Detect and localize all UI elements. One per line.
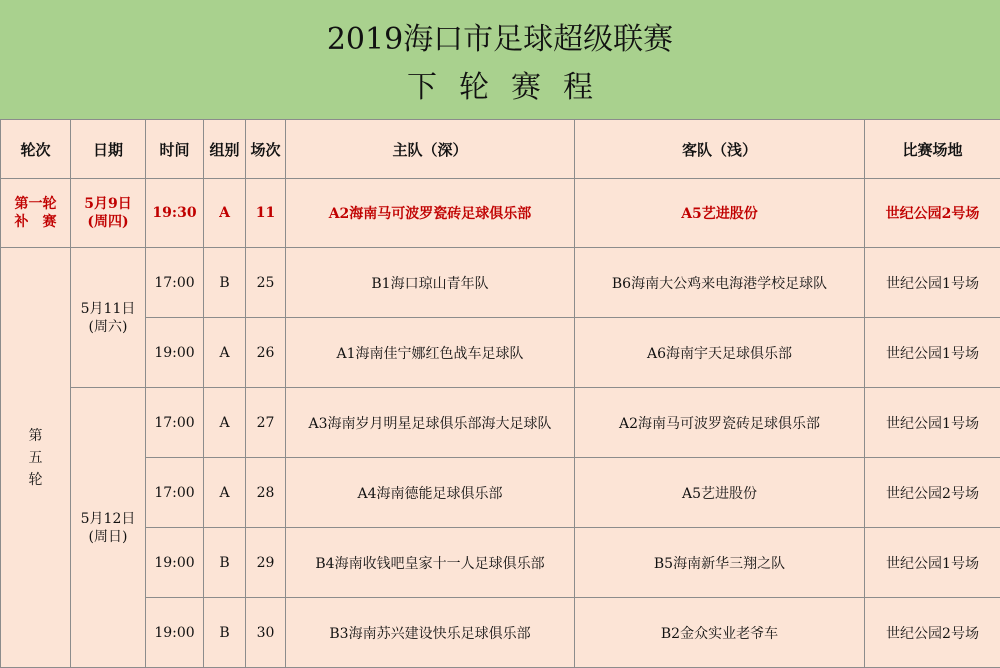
match-group: B	[204, 528, 246, 598]
replay-weekday: (周四)	[71, 213, 145, 231]
table-row	[1, 598, 1000, 668]
match-group: A	[204, 388, 246, 458]
home-team: B4海南收钱吧皇家十一人足球俱乐部	[286, 528, 575, 598]
replay-round-line1: 第一轮	[1, 195, 70, 213]
replay-home-team: A2海南马可波罗瓷砖足球俱乐部	[286, 179, 575, 248]
venue: 世纪公园1号场	[865, 318, 1000, 388]
match-group: B	[204, 598, 246, 668]
match-no: 26	[246, 318, 286, 388]
match-time: 17:00	[146, 248, 204, 318]
match-time: 19:00	[146, 598, 204, 668]
away-team: B6海南大公鸡来电海港学校足球队	[575, 248, 865, 318]
header-venue: 比赛场地	[865, 120, 1000, 179]
home-team: A3海南岁月明星足球俱乐部海大足球队	[286, 388, 575, 458]
replay-match-no: 11	[246, 179, 286, 248]
match-time: 17:00	[146, 388, 204, 458]
replay-date: 5月9日	[71, 195, 145, 213]
venue: 世纪公园1号场	[865, 388, 1000, 458]
header-group: 组别	[204, 120, 246, 179]
round5-label-1: 第	[1, 425, 70, 447]
header-round: 轮次	[1, 120, 71, 179]
title-band	[0, 0, 1000, 120]
header-date: 日期	[71, 120, 146, 179]
replay-away-team: A5艺进股份	[575, 179, 865, 248]
away-team: B2金众实业老爷车	[575, 598, 865, 668]
replay-round-line2: 补 赛	[1, 213, 70, 231]
league-title: 2019海口市足球超级联赛	[0, 14, 1000, 58]
round5-label-2: 五	[1, 447, 70, 469]
day2-date: 5月12日	[71, 510, 145, 528]
match-no: 28	[246, 458, 286, 528]
match-no: 25	[246, 248, 286, 318]
match-no: 29	[246, 528, 286, 598]
match-time: 17:00	[146, 458, 204, 528]
venue: 世纪公园1号场	[865, 248, 1000, 318]
match-group: A	[204, 458, 246, 528]
table-row	[1, 248, 1000, 318]
match-group: B	[204, 248, 246, 318]
replay-row	[1, 179, 1000, 248]
day1-date: 5月11日	[71, 300, 145, 318]
match-no: 27	[246, 388, 286, 458]
day2-weekday: (周日)	[71, 528, 145, 546]
venue: 世纪公园2号场	[865, 458, 1000, 528]
header-match-no: 场次	[246, 120, 286, 179]
replay-group: A	[204, 179, 246, 248]
replay-venue: 世纪公园2号场	[865, 179, 1000, 248]
table-row	[1, 528, 1000, 598]
date-cell-day1	[71, 248, 146, 388]
venue: 世纪公园2号场	[865, 598, 1000, 668]
replay-time: 19:30	[146, 179, 204, 248]
table-row	[1, 458, 1000, 528]
match-time: 19:00	[146, 528, 204, 598]
replay-date-cell	[71, 179, 146, 248]
round5-cell	[1, 248, 71, 668]
home-team: B3海南苏兴建设快乐足球俱乐部	[286, 598, 575, 668]
away-team: B5海南新华三翔之队	[575, 528, 865, 598]
home-team: A4海南德能足球俱乐部	[286, 458, 575, 528]
header-row	[1, 120, 1000, 179]
header-home-team: 主队（深）	[286, 120, 575, 179]
day1-weekday: (周六)	[71, 318, 145, 336]
match-time: 19:00	[146, 318, 204, 388]
schedule-subtitle: 下轮赛程	[0, 62, 1000, 106]
away-team: A2海南马可波罗瓷砖足球俱乐部	[575, 388, 865, 458]
table-row	[1, 318, 1000, 388]
venue: 世纪公园1号场	[865, 528, 1000, 598]
replay-round-cell	[1, 179, 71, 248]
header-away-team: 客队（浅）	[575, 120, 865, 179]
match-no: 30	[246, 598, 286, 668]
away-team: A5艺进股份	[575, 458, 865, 528]
header-time: 时间	[146, 120, 204, 179]
date-cell-day2	[71, 388, 146, 668]
table-row	[1, 388, 1000, 458]
round5-label-3: 轮	[1, 469, 70, 491]
away-team: A6海南宇天足球俱乐部	[575, 318, 865, 388]
home-team: B1海口琼山青年队	[286, 248, 575, 318]
match-group: A	[204, 318, 246, 388]
home-team: A1海南佳宁娜红色战车足球队	[286, 318, 575, 388]
schedule-table	[0, 119, 1000, 668]
